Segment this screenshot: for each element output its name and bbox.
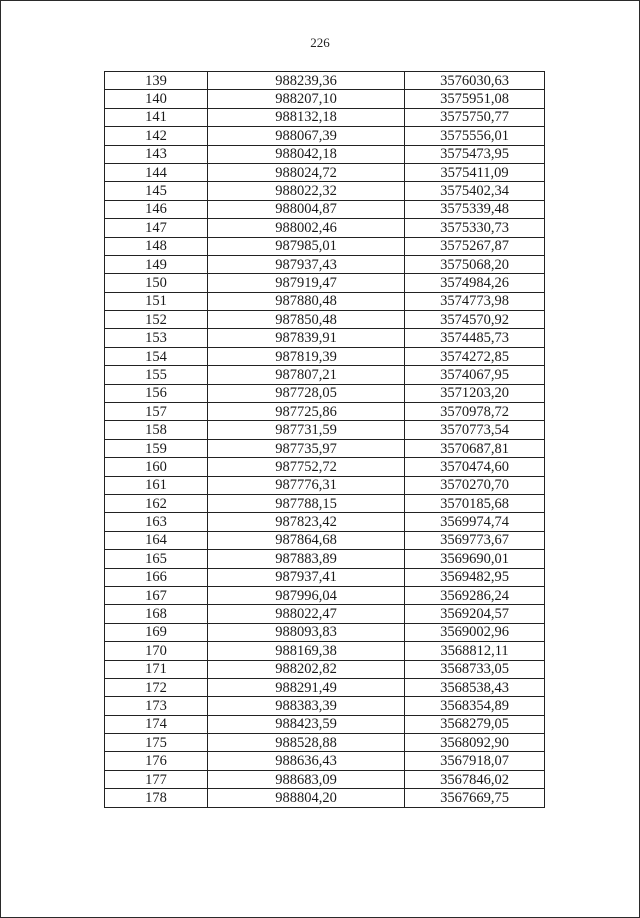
y-coordinate-cell: 3567918,07 (405, 752, 545, 770)
y-coordinate-cell: 3567669,75 (405, 789, 545, 807)
point-number-cell: 170 (105, 642, 208, 660)
point-number-cell: 167 (105, 586, 208, 604)
y-coordinate-cell: 3568092,90 (405, 734, 545, 752)
y-coordinate-cell: 3575402,34 (405, 182, 545, 200)
point-number-cell: 145 (105, 182, 208, 200)
table-row (105, 752, 545, 770)
table-row (105, 145, 545, 163)
point-number-cell: 178 (105, 789, 208, 807)
table-row (105, 292, 545, 310)
table-row (105, 623, 545, 641)
y-coordinate-cell: 3575068,20 (405, 255, 545, 273)
x-coordinate-cell: 988423,59 (208, 715, 405, 733)
x-coordinate-cell: 987839,91 (208, 329, 405, 347)
y-coordinate-cell: 3568279,05 (405, 715, 545, 733)
point-number-cell: 162 (105, 494, 208, 512)
x-coordinate-cell: 988024,72 (208, 163, 405, 181)
y-coordinate-cell: 3574067,95 (405, 366, 545, 384)
x-coordinate-cell: 988239,36 (208, 72, 405, 90)
table-row (105, 642, 545, 660)
point-number-cell: 140 (105, 90, 208, 108)
x-coordinate-cell: 988132,18 (208, 108, 405, 126)
y-coordinate-cell: 3569690,01 (405, 550, 545, 568)
x-coordinate-cell: 987937,43 (208, 255, 405, 273)
table-row (105, 494, 545, 512)
page-number: 226 (310, 35, 330, 50)
table-row (105, 513, 545, 531)
point-number-cell: 148 (105, 237, 208, 255)
point-number-cell: 159 (105, 439, 208, 457)
table-row (105, 734, 545, 752)
coordinates-table-body (105, 72, 545, 808)
table-row (105, 660, 545, 678)
table-row (105, 439, 545, 457)
point-number-cell: 146 (105, 200, 208, 218)
table-row (105, 384, 545, 402)
point-number-cell: 160 (105, 458, 208, 476)
x-coordinate-cell: 987985,01 (208, 237, 405, 255)
table-row (105, 237, 545, 255)
x-coordinate-cell: 988042,18 (208, 145, 405, 163)
table-row (105, 255, 545, 273)
x-coordinate-cell: 987728,05 (208, 384, 405, 402)
point-number-cell: 174 (105, 715, 208, 733)
table-row (105, 678, 545, 696)
y-coordinate-cell: 3571203,20 (405, 384, 545, 402)
point-number-cell: 151 (105, 292, 208, 310)
table-row (105, 219, 545, 237)
x-coordinate-cell: 988291,49 (208, 678, 405, 696)
x-coordinate-cell: 987731,59 (208, 421, 405, 439)
x-coordinate-cell: 987725,86 (208, 403, 405, 421)
y-coordinate-cell: 3569204,57 (405, 605, 545, 623)
x-coordinate-cell: 988202,82 (208, 660, 405, 678)
y-coordinate-cell: 3570978,72 (405, 403, 545, 421)
x-coordinate-cell: 987883,89 (208, 550, 405, 568)
table-row (105, 568, 545, 586)
x-coordinate-cell: 988022,47 (208, 605, 405, 623)
y-coordinate-cell: 3575750,77 (405, 108, 545, 126)
point-number-cell: 164 (105, 531, 208, 549)
y-coordinate-cell: 3574773,98 (405, 292, 545, 310)
point-number-cell: 175 (105, 734, 208, 752)
y-coordinate-cell: 3575951,08 (405, 90, 545, 108)
point-number-cell: 150 (105, 274, 208, 292)
y-coordinate-cell: 3575411,09 (405, 163, 545, 181)
y-coordinate-cell: 3575339,48 (405, 200, 545, 218)
y-coordinate-cell: 3575556,01 (405, 127, 545, 145)
y-coordinate-cell: 3574570,92 (405, 311, 545, 329)
point-number-cell: 172 (105, 678, 208, 696)
table-row (105, 403, 545, 421)
coordinates-table (104, 71, 545, 808)
point-number-cell: 156 (105, 384, 208, 402)
y-coordinate-cell: 3569002,96 (405, 623, 545, 641)
x-coordinate-cell: 987850,48 (208, 311, 405, 329)
point-number-cell: 141 (105, 108, 208, 126)
x-coordinate-cell: 988804,20 (208, 789, 405, 807)
point-number-cell: 142 (105, 127, 208, 145)
table-row (105, 163, 545, 181)
x-coordinate-cell: 988169,38 (208, 642, 405, 660)
y-coordinate-cell: 3568538,43 (405, 678, 545, 696)
point-number-cell: 143 (105, 145, 208, 163)
table-row (105, 550, 545, 568)
table-row (105, 715, 545, 733)
x-coordinate-cell: 987864,68 (208, 531, 405, 549)
table-row (105, 770, 545, 788)
point-number-cell: 165 (105, 550, 208, 568)
table-row (105, 311, 545, 329)
point-number-cell: 166 (105, 568, 208, 586)
table-row (105, 421, 545, 439)
point-number-cell: 173 (105, 697, 208, 715)
point-number-cell: 155 (105, 366, 208, 384)
point-number-cell: 147 (105, 219, 208, 237)
table-row (105, 329, 545, 347)
y-coordinate-cell: 3575330,73 (405, 219, 545, 237)
x-coordinate-cell: 987752,72 (208, 458, 405, 476)
y-coordinate-cell: 3568354,89 (405, 697, 545, 715)
x-coordinate-cell: 988022,32 (208, 182, 405, 200)
x-coordinate-cell: 987776,31 (208, 476, 405, 494)
y-coordinate-cell: 3569286,24 (405, 586, 545, 604)
point-number-cell: 152 (105, 311, 208, 329)
y-coordinate-cell: 3574984,26 (405, 274, 545, 292)
y-coordinate-cell: 3568812,11 (405, 642, 545, 660)
table-row (105, 476, 545, 494)
y-coordinate-cell: 3570687,81 (405, 439, 545, 457)
table-row (105, 200, 545, 218)
y-coordinate-cell: 3569482,95 (405, 568, 545, 586)
point-number-cell: 171 (105, 660, 208, 678)
y-coordinate-cell: 3575473,95 (405, 145, 545, 163)
x-coordinate-cell: 988528,88 (208, 734, 405, 752)
y-coordinate-cell: 3574272,85 (405, 347, 545, 365)
x-coordinate-cell: 988002,46 (208, 219, 405, 237)
x-coordinate-cell: 987996,04 (208, 586, 405, 604)
point-number-cell: 176 (105, 752, 208, 770)
point-number-cell: 157 (105, 403, 208, 421)
table-row (105, 127, 545, 145)
point-number-cell: 144 (105, 163, 208, 181)
point-number-cell: 177 (105, 770, 208, 788)
x-coordinate-cell: 987807,21 (208, 366, 405, 384)
y-coordinate-cell: 3570773,54 (405, 421, 545, 439)
y-coordinate-cell: 3569773,67 (405, 531, 545, 549)
table-row (105, 458, 545, 476)
x-coordinate-cell: 988636,43 (208, 752, 405, 770)
y-coordinate-cell: 3574485,73 (405, 329, 545, 347)
point-number-cell: 161 (105, 476, 208, 494)
y-coordinate-cell: 3570474,60 (405, 458, 545, 476)
y-coordinate-cell: 3570270,70 (405, 476, 545, 494)
x-coordinate-cell: 987819,39 (208, 347, 405, 365)
table-row (105, 531, 545, 549)
x-coordinate-cell: 988683,09 (208, 770, 405, 788)
x-coordinate-cell: 987880,48 (208, 292, 405, 310)
table-row (105, 605, 545, 623)
table-row (105, 274, 545, 292)
y-coordinate-cell: 3570185,68 (405, 494, 545, 512)
y-coordinate-cell: 3576030,63 (405, 72, 545, 90)
point-number-cell: 168 (105, 605, 208, 623)
table-row (105, 347, 545, 365)
point-number-cell: 139 (105, 72, 208, 90)
table-row (105, 108, 545, 126)
point-number-cell: 154 (105, 347, 208, 365)
point-number-cell: 158 (105, 421, 208, 439)
y-coordinate-cell: 3569974,74 (405, 513, 545, 531)
x-coordinate-cell: 987823,42 (208, 513, 405, 531)
table-row (105, 90, 545, 108)
table-row (105, 182, 545, 200)
y-coordinate-cell: 3567846,02 (405, 770, 545, 788)
x-coordinate-cell: 988383,39 (208, 697, 405, 715)
x-coordinate-cell: 988093,83 (208, 623, 405, 641)
x-coordinate-cell: 988067,39 (208, 127, 405, 145)
y-coordinate-cell: 3575267,87 (405, 237, 545, 255)
point-number-cell: 163 (105, 513, 208, 531)
x-coordinate-cell: 987735,97 (208, 439, 405, 457)
x-coordinate-cell: 987937,41 (208, 568, 405, 586)
x-coordinate-cell: 988207,10 (208, 90, 405, 108)
x-coordinate-cell: 987788,15 (208, 494, 405, 512)
table-row (105, 697, 545, 715)
table-row (105, 72, 545, 90)
x-coordinate-cell: 987919,47 (208, 274, 405, 292)
point-number-cell: 153 (105, 329, 208, 347)
table-row (105, 789, 545, 807)
point-number-cell: 149 (105, 255, 208, 273)
x-coordinate-cell: 988004,87 (208, 200, 405, 218)
table-row (105, 366, 545, 384)
table-row (105, 586, 545, 604)
y-coordinate-cell: 3568733,05 (405, 660, 545, 678)
point-number-cell: 169 (105, 623, 208, 641)
